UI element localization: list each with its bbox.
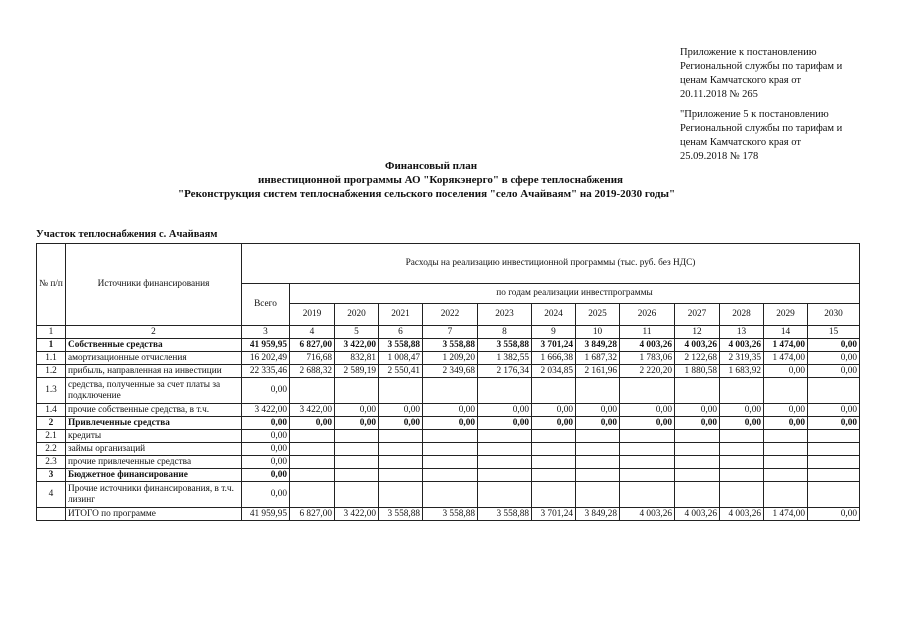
column-number: 15 (808, 326, 860, 339)
row-total: 41 959,95 (242, 339, 290, 352)
row-year-value (675, 482, 720, 508)
header-year: 2026 (620, 304, 675, 326)
column-number: 13 (720, 326, 764, 339)
row-year-value (335, 469, 379, 482)
row-year-value: 3 422,00 (290, 404, 335, 417)
appendix-line: 25.09.2018 № 178 (680, 151, 759, 162)
table-row (37, 339, 860, 352)
row-year-value (532, 430, 576, 443)
header-source: Источники финансирования (66, 244, 242, 326)
row-year-value (808, 456, 860, 469)
row-year-value: 0,00 (532, 417, 576, 430)
row-year-value (335, 482, 379, 508)
column-number: 12 (675, 326, 720, 339)
header-year: 2025 (576, 304, 620, 326)
row-year-value: 3 701,24 (532, 339, 576, 352)
title-line-1: Финансовый план (385, 160, 478, 172)
row-year-value: 0,00 (335, 404, 379, 417)
row-year-value (423, 378, 478, 404)
row-total: 22 335,46 (242, 365, 290, 378)
row-year-value (423, 430, 478, 443)
row-number: 2.3 (37, 456, 66, 469)
row-year-value: 0,00 (620, 417, 675, 430)
row-year-value (720, 456, 764, 469)
row-year-value (423, 456, 478, 469)
row-year-value (290, 469, 335, 482)
row-year-value (620, 443, 675, 456)
row-year-value: 1 666,38 (532, 352, 576, 365)
header-year: 2030 (808, 304, 860, 326)
row-year-value: 3 849,28 (576, 508, 620, 521)
row-year-value: 3 558,88 (423, 508, 478, 521)
row-year-value (808, 482, 860, 508)
row-year-value: 0,00 (576, 404, 620, 417)
column-number: 10 (576, 326, 620, 339)
row-year-value (478, 443, 532, 456)
header-year: 2024 (532, 304, 576, 326)
column-numbers-row (37, 326, 860, 339)
row-year-value (675, 443, 720, 456)
row-year-value (335, 443, 379, 456)
row-year-value: 0,00 (720, 417, 764, 430)
column-number: 3 (242, 326, 290, 339)
row-year-value: 3 558,88 (379, 508, 423, 521)
row-year-value: 3 701,24 (532, 508, 576, 521)
row-year-value (335, 378, 379, 404)
row-year-value: 4 003,26 (675, 508, 720, 521)
row-year-value (379, 456, 423, 469)
appendix-line: Региональной службы по тарифам и (680, 61, 843, 72)
appendix-note-current (680, 46, 842, 102)
title-line-3: "Реконструкция систем теплоснабжения сельского поселения "село Ачайваям" на 2019-2030 годы" (178, 188, 676, 200)
table-row (37, 417, 860, 430)
row-number: 2.2 (37, 443, 66, 456)
column-number: 11 (620, 326, 675, 339)
row-year-value (620, 469, 675, 482)
row-number (37, 508, 66, 521)
row-year-value: 0,00 (335, 417, 379, 430)
row-source-name: прочие собственные средства, в т.ч. (66, 404, 242, 417)
table-row (37, 508, 860, 521)
row-year-value (764, 378, 808, 404)
header-year: 2021 (379, 304, 423, 326)
row-year-value (576, 482, 620, 508)
header-year: 2020 (335, 304, 379, 326)
header-num: № п/п (37, 244, 66, 326)
row-year-value (576, 456, 620, 469)
row-year-value: 1 880,58 (675, 365, 720, 378)
row-year-value (720, 443, 764, 456)
row-year-value: 2 122,68 (675, 352, 720, 365)
row-year-value: 0,00 (720, 404, 764, 417)
row-year-value (379, 443, 423, 456)
row-year-value: 3 849,28 (576, 339, 620, 352)
row-year-value (423, 443, 478, 456)
row-year-value: 0,00 (379, 417, 423, 430)
row-year-value (335, 430, 379, 443)
row-year-value (764, 430, 808, 443)
row-number: 2 (37, 417, 66, 430)
row-year-value (675, 456, 720, 469)
header-year: 2023 (478, 304, 532, 326)
row-year-value: 0,00 (478, 417, 532, 430)
row-year-value: 6 827,00 (290, 508, 335, 521)
row-year-value (764, 469, 808, 482)
appendix-line: ценам Камчатского края от (680, 75, 801, 86)
column-number: 14 (764, 326, 808, 339)
row-total: 3 422,00 (242, 404, 290, 417)
row-year-value: 0,00 (532, 404, 576, 417)
row-year-value: 2 176,34 (478, 365, 532, 378)
row-year-value (379, 430, 423, 443)
row-year-value: 4 003,26 (720, 339, 764, 352)
row-year-value: 3 422,00 (335, 508, 379, 521)
row-number: 1.2 (37, 365, 66, 378)
row-total: 0,00 (242, 417, 290, 430)
row-total: 0,00 (242, 469, 290, 482)
row-year-value: 832,81 (335, 352, 379, 365)
table-row (37, 430, 860, 443)
row-year-value: 3 558,88 (478, 339, 532, 352)
row-year-value (576, 469, 620, 482)
row-year-value: 2 349,68 (423, 365, 478, 378)
row-year-value (620, 482, 675, 508)
row-year-value (290, 378, 335, 404)
row-year-value: 1 382,55 (478, 352, 532, 365)
row-source-name: Прочие источники финансирования, в т.ч. лизинг (66, 482, 242, 508)
row-number: 3 (37, 469, 66, 482)
row-year-value: 0,00 (620, 404, 675, 417)
row-year-value: 0,00 (764, 417, 808, 430)
row-year-value: 0,00 (808, 404, 860, 417)
row-year-value: 3 422,00 (335, 339, 379, 352)
row-total: 0,00 (242, 482, 290, 508)
row-year-value: 1 474,00 (764, 508, 808, 521)
column-number: 6 (379, 326, 423, 339)
table-row (37, 469, 860, 482)
row-number: 1.4 (37, 404, 66, 417)
row-year-value: 0,00 (478, 404, 532, 417)
column-number: 9 (532, 326, 576, 339)
row-number: 1.3 (37, 378, 66, 404)
row-year-value (478, 482, 532, 508)
row-total: 0,00 (242, 443, 290, 456)
title-line-2: инвестиционной программы АО "Корякэнерго" в сфере теплоснабжения (258, 174, 624, 186)
row-year-value (290, 443, 335, 456)
row-total: 41 959,95 (242, 508, 290, 521)
row-source-name: прибыль, направленная на инвестиции (66, 365, 242, 378)
header-total: Всего (242, 284, 290, 326)
row-source-name: амортизационные отчисления (66, 352, 242, 365)
row-year-value (290, 430, 335, 443)
table-row (37, 482, 860, 508)
financial-plan-table (36, 243, 860, 521)
row-year-value (720, 430, 764, 443)
row-year-value (764, 443, 808, 456)
row-year-value: 3 558,88 (423, 339, 478, 352)
column-number: 1 (37, 326, 66, 339)
row-year-value (720, 378, 764, 404)
row-total: 0,00 (242, 378, 290, 404)
row-year-value (335, 456, 379, 469)
appendix-line: "Приложение 5 к постановлению (680, 109, 829, 120)
row-total: 16 202,49 (242, 352, 290, 365)
section-title: Участок теплоснабжения с. Ачайваям (36, 229, 218, 240)
row-year-value (720, 482, 764, 508)
row-year-value: 1 687,32 (576, 352, 620, 365)
row-year-value (808, 378, 860, 404)
row-year-value (808, 430, 860, 443)
row-year-value: 1 474,00 (764, 352, 808, 365)
row-year-value (532, 469, 576, 482)
row-year-value (379, 378, 423, 404)
row-year-value (423, 482, 478, 508)
appendix-line: Приложение к постановлению (680, 47, 817, 58)
row-year-value: 0,00 (675, 417, 720, 430)
row-source-name: кредиты (66, 430, 242, 443)
row-year-value: 0,00 (764, 365, 808, 378)
row-year-value: 0,00 (379, 404, 423, 417)
row-year-value (379, 469, 423, 482)
row-year-value (675, 430, 720, 443)
row-year-value: 2 589,19 (335, 365, 379, 378)
row-year-value: 4 003,26 (620, 508, 675, 521)
row-year-value (675, 469, 720, 482)
row-year-value: 1 783,06 (620, 352, 675, 365)
row-year-value (423, 469, 478, 482)
row-year-value: 6 827,00 (290, 339, 335, 352)
appendix-line: 20.11.2018 № 265 (680, 89, 758, 100)
row-year-value (379, 482, 423, 508)
row-year-value (808, 469, 860, 482)
row-source-name: Привлеченные средства (66, 417, 242, 430)
row-total: 0,00 (242, 430, 290, 443)
row-year-value: 2 161,96 (576, 365, 620, 378)
row-year-value (675, 378, 720, 404)
row-year-value (620, 378, 675, 404)
row-year-value (764, 456, 808, 469)
row-year-value (576, 443, 620, 456)
row-year-value: 1 209,20 (423, 352, 478, 365)
row-year-value: 1 683,92 (720, 365, 764, 378)
row-year-value: 0,00 (764, 404, 808, 417)
appendix-note-previous (680, 108, 842, 164)
appendix-line: ценам Камчатского края от (680, 137, 801, 148)
column-number: 2 (66, 326, 242, 339)
row-year-value: 0,00 (423, 404, 478, 417)
row-year-value: 716,68 (290, 352, 335, 365)
appendix-line: Региональной службы по тарифам и (680, 123, 843, 134)
column-number: 7 (423, 326, 478, 339)
row-year-value (532, 378, 576, 404)
row-source-name: средства, полученные за счет платы за подключение (66, 378, 242, 404)
row-year-value: 4 003,26 (675, 339, 720, 352)
header-year: 2019 (290, 304, 335, 326)
row-total: 0,00 (242, 456, 290, 469)
row-year-value: 0,00 (675, 404, 720, 417)
row-year-value: 2 550,41 (379, 365, 423, 378)
row-number: 4 (37, 482, 66, 508)
row-year-value (478, 378, 532, 404)
table-row (37, 404, 860, 417)
row-number: 2.1 (37, 430, 66, 443)
table-row (37, 443, 860, 456)
row-year-value (478, 456, 532, 469)
row-year-value (720, 469, 764, 482)
row-year-value: 4 003,26 (720, 508, 764, 521)
table-row (37, 352, 860, 365)
row-year-value: 2 220,20 (620, 365, 675, 378)
row-number: 1 (37, 339, 66, 352)
column-number: 4 (290, 326, 335, 339)
header-by-years: по годам реализации инвестпрограммы (290, 284, 860, 304)
row-year-value: 0,00 (808, 365, 860, 378)
row-year-value: 1 474,00 (764, 339, 808, 352)
row-year-value (478, 469, 532, 482)
row-year-value: 0,00 (808, 339, 860, 352)
row-year-value: 2 319,35 (720, 352, 764, 365)
header-year: 2028 (720, 304, 764, 326)
row-year-value: 4 003,26 (620, 339, 675, 352)
header-year: 2027 (675, 304, 720, 326)
row-year-value: 0,00 (808, 508, 860, 521)
row-source-name: Собственные средства (66, 339, 242, 352)
row-year-value (808, 443, 860, 456)
row-year-value: 3 558,88 (478, 508, 532, 521)
row-year-value (576, 430, 620, 443)
row-year-value (290, 482, 335, 508)
row-year-value: 0,00 (290, 417, 335, 430)
table-row (37, 378, 860, 404)
row-year-value: 1 008,47 (379, 352, 423, 365)
row-year-value: 2 034,85 (532, 365, 576, 378)
column-number: 5 (335, 326, 379, 339)
row-year-value (532, 443, 576, 456)
row-year-value (576, 378, 620, 404)
row-source-name: Бюджетное финансирование (66, 469, 242, 482)
row-year-value (532, 456, 576, 469)
row-source-name: займы организаций (66, 443, 242, 456)
row-year-value: 3 558,88 (379, 339, 423, 352)
row-year-value (620, 456, 675, 469)
row-number: 1.1 (37, 352, 66, 365)
header-expenses: Расходы на реализацию инвестиционной программы (тыс. руб. без НДС) (242, 244, 860, 284)
row-year-value (478, 430, 532, 443)
row-year-value: 0,00 (808, 417, 860, 430)
header-year: 2029 (764, 304, 808, 326)
header-year: 2022 (423, 304, 478, 326)
table-row (37, 365, 860, 378)
row-year-value (764, 482, 808, 508)
row-year-value: 0,00 (808, 352, 860, 365)
row-year-value (532, 482, 576, 508)
row-year-value: 0,00 (423, 417, 478, 430)
row-year-value: 0,00 (576, 417, 620, 430)
row-year-value (290, 456, 335, 469)
row-source-name: ИТОГО по программе (66, 508, 242, 521)
row-year-value: 2 688,32 (290, 365, 335, 378)
row-year-value (620, 430, 675, 443)
row-source-name: прочие привлеченные средства (66, 456, 242, 469)
table-row (37, 456, 860, 469)
column-number: 8 (478, 326, 532, 339)
